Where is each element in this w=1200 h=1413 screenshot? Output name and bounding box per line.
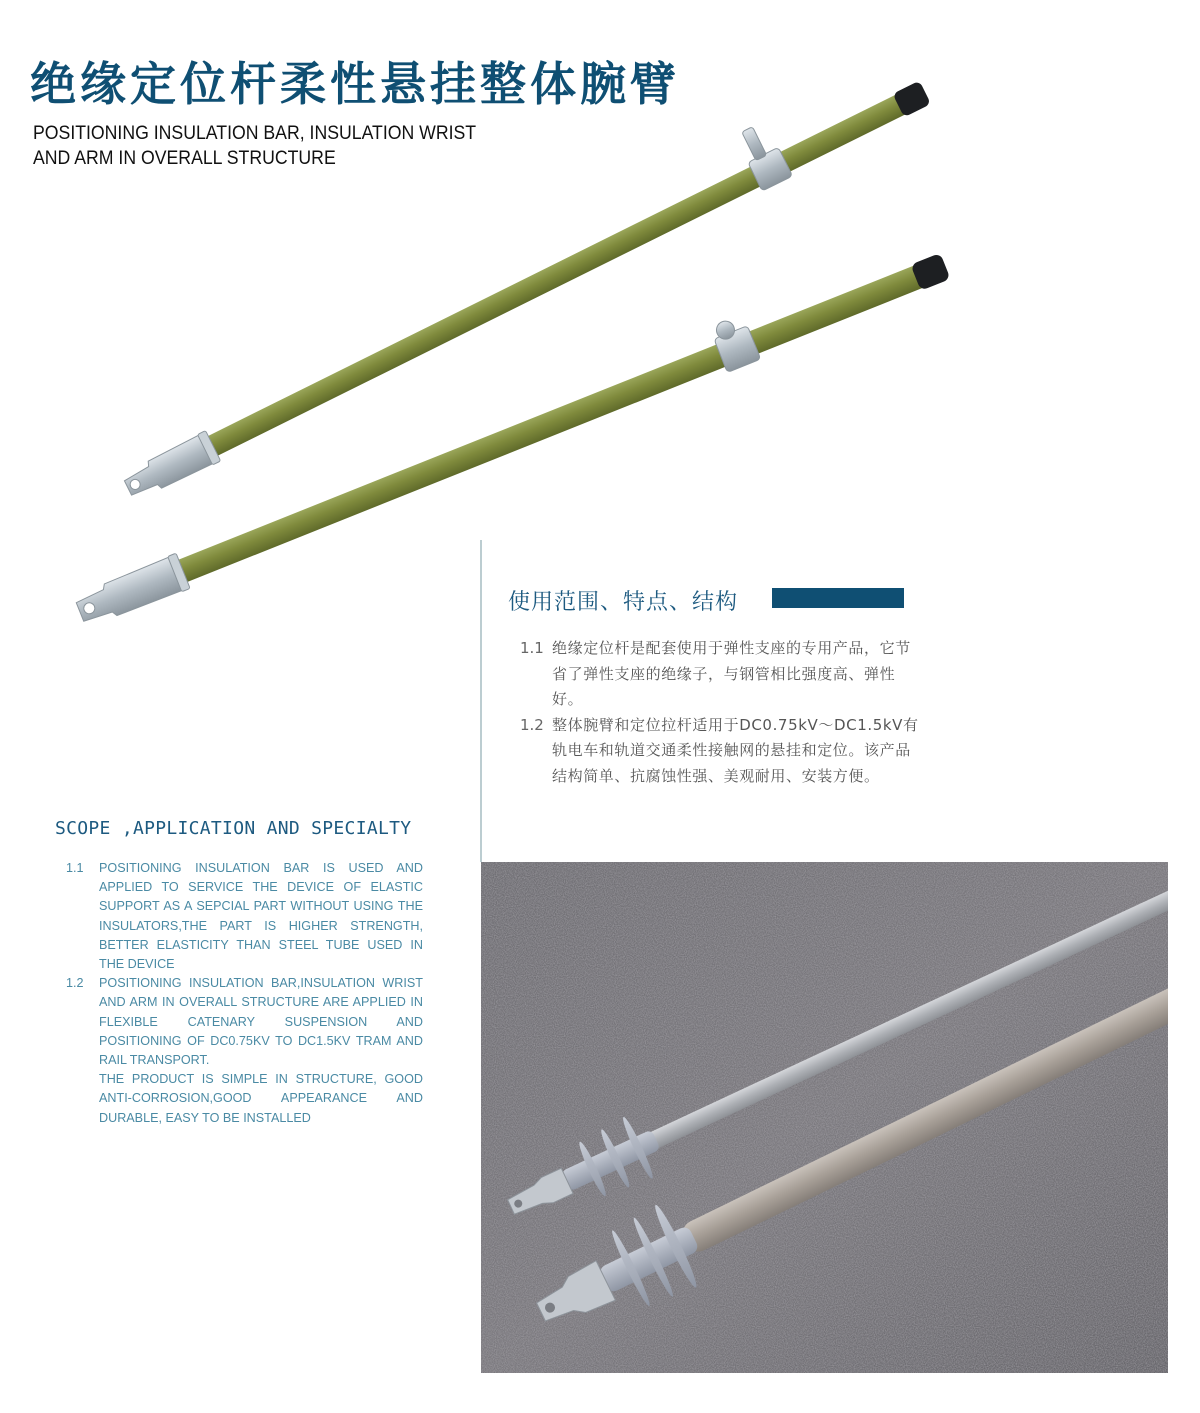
heading-accent-bar xyxy=(772,588,904,608)
vertical-divider xyxy=(480,540,482,862)
cn-list-item xyxy=(520,713,920,790)
item-text: THE PRODUCT IS SIMPLE IN STRUCTURE, GOOD ANTI-CORROSION,GOOD APPEARANCE AND DURABLE, EASY TO BE INSTALLED xyxy=(99,1072,423,1125)
title-en-line-2: AND ARM IN OVERALL STRUCTURE xyxy=(33,148,336,169)
cn-section-body xyxy=(520,636,920,789)
page-title-cn: 绝缘定位杆柔性悬挂整体腕臂 xyxy=(30,57,680,111)
cn-section-heading: 使用范围、特点、结构 xyxy=(508,590,739,615)
item-text: POSITIONING INSULATION BAR IS USED AND APPLIED TO SERVICE THE DEVICE OF ELASTIC SUPPORT AS A SEPCIAL PART WITHOUT USING THE INSULATORS,THE PART IS HIGHER STRENGTH, BETTER ELASTICITY THAN STEEL TUBE USED IN THE DEVICE xyxy=(99,861,423,972)
item-text: 整体腕臂和定位拉杆适用于DC0.75kV～DC1.5kV有轨电车和轨道交通柔性接触网的悬挂和定位。该产品结构简单、抗腐蚀性强、美观耐用、安装方便。 xyxy=(552,715,919,785)
item-text: POSITIONING INSULATION BAR,INSULATION WRIST AND ARM IN OVERALL STRUCTURE ARE APPLIED IN FLEXIBLE CATENARY SUSPENSION AND POSITIONING OF DC0.75KV TO DC1.5KV TRAM AND RAIL TRANSPORT. xyxy=(99,976,423,1068)
en-section-body xyxy=(66,859,423,1128)
item-number: 1.2 xyxy=(66,976,84,991)
item-number: 1.2 xyxy=(520,715,544,734)
en-list-item xyxy=(66,974,423,1128)
product-photo xyxy=(481,862,1168,1373)
product-image xyxy=(0,0,1200,660)
item-number: 1.1 xyxy=(66,861,84,875)
item-number: 1.1 xyxy=(520,639,544,657)
cn-list-item xyxy=(520,636,920,713)
en-section-heading: SCOPE ,APPLICATION AND SPECIALTY xyxy=(55,818,412,839)
en-list-item xyxy=(66,859,423,974)
item-text: 绝缘定位杆是配套使用于弹性支座的专用产品，它节省了弹性支座的绝缘子，与钢管相比强度高、弹性好。 xyxy=(552,639,911,708)
photo-illustration xyxy=(481,862,1168,1373)
title-en-line-1: POSITIONING INSULATION BAR, INSULATION WRIST xyxy=(33,123,477,144)
